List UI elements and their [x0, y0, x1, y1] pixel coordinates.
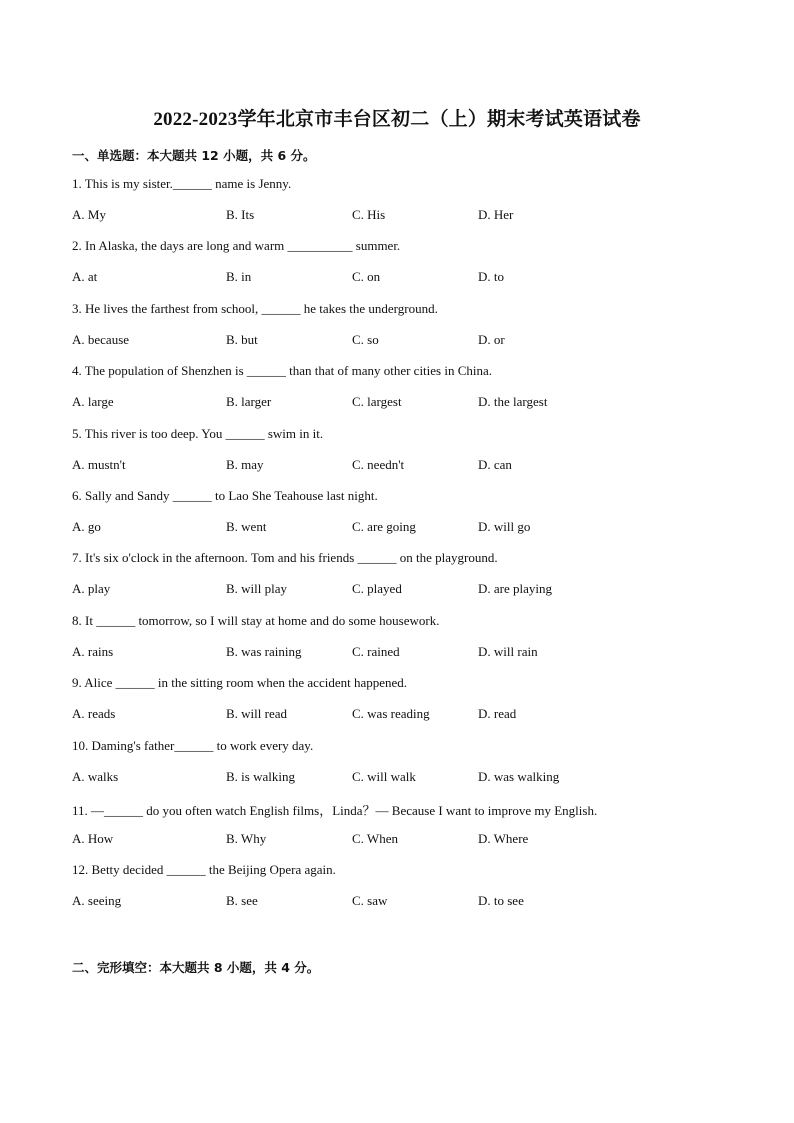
option-b: B. larger: [226, 394, 272, 410]
option-d: D. the largest: [478, 394, 548, 410]
option-c: C. saw: [352, 893, 388, 909]
option-c: C. needn't: [352, 456, 405, 472]
option-d: D. to: [478, 269, 504, 285]
question-stem: 9. Alice ______ in the sitting room when the accident happened.: [72, 675, 408, 691]
question-stem: 12. Betty decided ______ the Beijing Opera again.: [72, 862, 336, 878]
option-b: B. went: [226, 519, 267, 534]
option-a: A. reads: [72, 706, 116, 722]
option-d: D. read: [478, 706, 517, 722]
option-a: A. My: [72, 207, 106, 222]
option-b: B. will play: [226, 581, 288, 597]
question-stem: 2. In Alaska, the days are long and warm __________ summer.: [72, 238, 401, 254]
option-a: A. play: [72, 581, 111, 597]
option-c: C. so: [352, 331, 379, 347]
option-a: A. large: [72, 394, 114, 410]
option-b: B. will read: [226, 706, 288, 722]
option-c: C. was reading: [352, 706, 430, 722]
option-a: A. seeing: [72, 893, 122, 909]
option-c: C. played: [352, 581, 402, 597]
option-a: A. at: [72, 269, 98, 285]
question-stem: 3. He lives the farthest from school, ______ he takes the underground.: [72, 300, 438, 316]
option-b: B. in: [226, 269, 252, 285]
option-c: C. When: [352, 831, 398, 846]
question-stem: 6. Sally and Sandy ______ to Lao She Teahouse last night.: [72, 488, 378, 503]
option-a: A. mustn't: [72, 456, 126, 472]
option-c: C. rained: [352, 643, 400, 659]
option-d: D. Her: [478, 207, 514, 222]
option-b: B. was raining: [226, 643, 302, 659]
question-stem: 1. This is my sister.______ name is Jenny.: [72, 176, 292, 191]
question-stem: 10. Daming's father______ to work every day.: [72, 737, 314, 753]
section-heading-cloze: 二、完形填空：本大题共 8 小题，共 4 分。: [72, 960, 320, 975]
question-stem: 8. It ______ tomorrow, so I will stay at home and do some housework.: [72, 612, 440, 628]
section-heading-single-choice: 一、单选题：本大题共 12 小题，共 6 分。: [72, 148, 316, 163]
option-d: D. Where: [478, 831, 529, 846]
option-b: B. Why: [226, 831, 267, 846]
question-stem: 7. It's six o'clock in the afternoon. Tom and his friends ______ on the playground.: [72, 550, 498, 566]
option-d: D. can: [478, 456, 512, 472]
option-d: D. or: [478, 331, 505, 347]
option-c: C. His: [352, 207, 386, 222]
option-c: C. largest: [352, 394, 402, 410]
option-b: B. Its: [226, 207, 255, 222]
option-d: D. was walking: [478, 768, 560, 784]
option-c: C. are going: [352, 519, 416, 534]
option-b: B. but: [226, 331, 258, 347]
option-d: D. are playing: [478, 581, 553, 597]
option-a: A. How: [72, 831, 114, 846]
option-d: D. will rain: [478, 643, 538, 659]
question-stem: 11. —______ do you often watch English films，Linda？— Because I want to improve my English.: [72, 803, 598, 818]
question-stem: 4. The population of Shenzhen is ______ than that of many other cities in China.: [72, 363, 493, 379]
option-b: B. see: [226, 893, 258, 909]
option-b: B. may: [226, 456, 264, 472]
option-b: B. is walking: [226, 768, 295, 784]
option-a: A. go: [72, 519, 101, 534]
option-a: A. walks: [72, 768, 119, 784]
question-stem: 5. This river is too deep. You ______ swim in it.: [72, 425, 324, 441]
page-title: 2022-2023学年北京市丰台区初二（上）期末考试英语试卷: [153, 109, 641, 130]
option-a: A. because: [72, 331, 130, 347]
option-c: C. will walk: [352, 768, 416, 784]
option-a: A. rains: [72, 643, 114, 659]
option-d: D. to see: [478, 893, 524, 909]
option-d: D. will go: [478, 519, 531, 534]
option-c: C. on: [352, 269, 381, 285]
